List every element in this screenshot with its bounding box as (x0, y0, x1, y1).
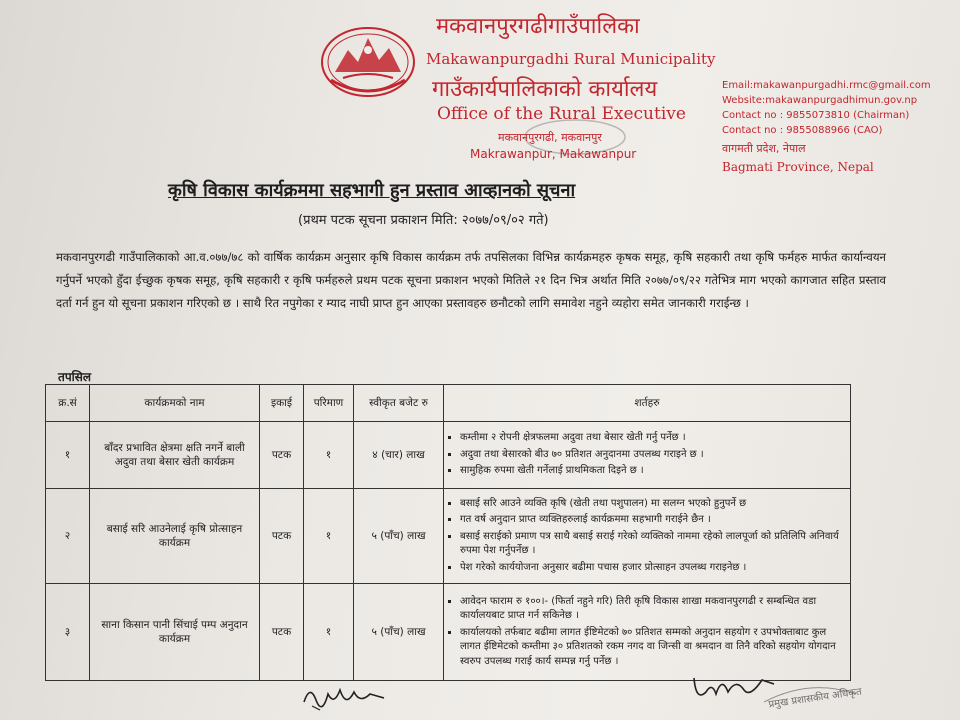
contact-phone-cao: Contact no : 9855088966 (CAO) (722, 125, 883, 136)
address-nepali: मकवानपुरगढी, मकवानपुर (498, 131, 602, 144)
table-row (46, 584, 851, 681)
row-conditions (444, 422, 851, 489)
row-conditions (444, 584, 851, 681)
col-header-sn: क्र.सं (46, 385, 90, 422)
office-name-nepali: गाउँकार्यपालिकाको कार्यालय (432, 77, 658, 102)
condition-item: ▪ कार्यालयको तर्फबाट बढीमा लागत ईष्टिमेटको ७० प्रतिशत सम्मको अनुदान सहयोग र उपभोक्ताबाट कुल लागत ईष्टिमेटको कम्तीमा ३० प्रतिशतको रकम नगद वा जिन्सी वा श्रमदान वा तिनै वरिको सहयोग योगदान स्वरुप उपलब्ध गराई कार्य सम्पन्न गर्नु पर्नेछ । (460, 626, 846, 670)
row-sn: २ (46, 489, 90, 584)
col-header-quantity: परिमाण (304, 385, 354, 422)
row-quantity: १ (304, 584, 354, 681)
contact-email: Email:makawanpurgadhi.rmc@gmail.com (722, 80, 931, 91)
row-program-name: बसाई सरि आउनेलाई कृषि प्रोत्साहन कार्यक्रम (90, 489, 260, 584)
notice-title: कृषि विकास कार्यक्रममा सहभागी हुन प्रस्ताव आव्हानको सूचना (168, 180, 576, 201)
contact-website: Website:makawanpurgadhimun.gov.np (722, 95, 918, 106)
table-row (46, 489, 851, 584)
row-quantity: १ (304, 422, 354, 489)
left-signature (300, 680, 390, 714)
contact-phone-chairman: Contact no : 9855073810 (Chairman) (722, 110, 910, 121)
col-header-program-name: कार्यक्रमको नाम (90, 385, 260, 422)
condition-item: ▪ कम्तीमा २ रोपनी क्षेत्रफलमा अदुवा तथा बेसार खेती गर्नु पर्नेछ । (460, 431, 846, 446)
condition-item: ▪ सामुहिक रुपमा खेती गर्नेलाई प्राथमिकता दिइने छ । (460, 464, 846, 479)
notice-body: मकवानपुरगढी गाउँपालिकाको आ.व.०७७/७८ को वार्षिक कार्यक्रम अनुसार कृषि विकास कार्यक्रम तर्फ तपसिलका विभिन्न कार्यक्रमहरु कृषक समूह, कृषि सहकारी तथा कृषि फर्महरु मार्फत कार्यान्वयन गर्नुपर्ने भएको हुँदा ईच्छुक कृषक समूह, कृषि सहकारी र कृषि फर्महरुले प्रथम पटक सूचना प्रकाशन भएको मितिले २१ दिन भित्र अर्थात मिति २०७७/०९/२२ गतेभित्र माग भएको कागजात सहित प्रस्ताव दर्ता गर्न हुन यो सूचना प्रकाशन गरिएको छ । साथै रित नपुगेका र म्याद नाघी प्राप्त हुन आएका प्रस्तावहरु छनौटको लागि समावेश नहुने व्यहोरा समेत जानकारी गराईन्छ । (56, 250, 886, 310)
details-section-label: तपसिल (58, 370, 92, 384)
col-header-budget: स्वीकृत बजेट रु (354, 385, 444, 422)
office-name-english: Office of the Rural Executive (437, 104, 686, 124)
row-budget: ५ (पाँच) लाख (354, 489, 444, 584)
table-row (46, 422, 851, 489)
condition-item: ▪ आवेदन फाराम रु १००।- (फिर्ता नहुने गरि) तिरी कृषि विकास शाखा मकवानपुरगढी र सम्बन्धित वडा कार्यालयबाट प्राप्त गर्न सकिनेछ । (460, 595, 846, 624)
municipality-name-english: Makawanpurgadhi Rural Municipality (426, 50, 716, 68)
col-header-conditions: शर्तहरु (444, 385, 851, 422)
municipality-emblem-logo (313, 20, 423, 100)
programs-table (45, 384, 851, 681)
row-program-name: साना किसान पानी सिंचाई पम्प अनुदान कार्यक्रम (90, 584, 260, 681)
signer-title: प्रमुख प्रशासकीय अधिकृत (767, 686, 863, 711)
row-sn: ३ (46, 584, 90, 681)
table-header-row (46, 385, 851, 422)
row-unit: पटक (260, 584, 304, 681)
province-english: Bagmati Province, Nepal (722, 160, 874, 174)
row-unit: पटक (260, 489, 304, 584)
condition-item: ▪ पेश गरेको कार्ययोजना अनुसार बढीमा पचास हजार प्रोत्साहन उपलब्ध गराइनेछ । (460, 561, 846, 576)
condition-item: ▪ बसाई सराईको प्रमाण पत्र साथै बसाई सराई गरेको व्यक्तिको नाममा रहेको लालपूर्जा को प्रतिलिपि अनिवार्य रुपमा पेश गर्नुपर्नेछ । (460, 530, 846, 559)
province-nepali: वागमती प्रदेश, नेपाल (722, 142, 806, 155)
notice-publish-date: (प्रथम पटक सूचना प्रकाशन मिति: २०७७/०९/०२ गते) (298, 213, 549, 228)
col-header-unit: इकाई (260, 385, 304, 422)
row-conditions (444, 489, 851, 584)
condition-item: ▪ बसाई सरि आउने व्यक्ति कृषि (खेती तथा पशुपालन) मा सलग्न भएको हुनुपर्ने छ (460, 497, 846, 512)
row-budget: ५ (पाँच) लाख (354, 584, 444, 681)
condition-item: ▪ अदुवा तथा बेसारको बीउ ७० प्रतिशत अनुदानमा उपलब्ध गराइने छ । (460, 448, 846, 463)
row-unit: पटक (260, 422, 304, 489)
address-english: Makrawanpur, Makawanpur (470, 147, 637, 161)
row-sn: १ (46, 422, 90, 489)
municipality-name-nepali: मकवानपुरगढीगाउँपालिका (436, 14, 640, 39)
row-quantity: १ (304, 489, 354, 584)
condition-item: ▪ गत वर्ष अनुदान प्राप्त व्यक्तिहरुलाई कार्यक्रममा सहभागी गराईने छैन । (460, 513, 846, 528)
row-budget: ४ (चार) लाख (354, 422, 444, 489)
row-program-name: बाँदर प्रभावित क्षेत्रमा क्षति नगर्ने बाली अदुवा तथा बेसार खेती कार्यक्रम (90, 422, 260, 489)
